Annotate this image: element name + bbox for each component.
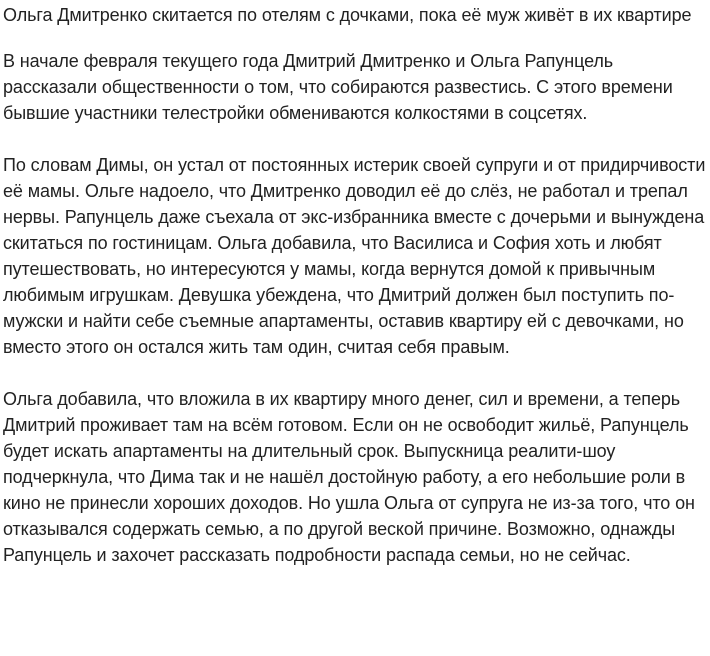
article-paragraph-3: Ольга добавила, что вложила в их квартиру много денег, сил и времени, а теперь Дмитрий проживает там на всём готовом. Если он не освободит жильё, Рапунцель будет искать апартаменты на длительный срок. Выпускница реалити-шоу подчеркнула, что Дима так и не нашёл достойную работу, а его небольшие роли в кино не принесли хороших доходов. Но ушла Ольга от супруга не из-за того, что он отказывался содержать семью, а по другой веской причине. Возможно, однажды Рапунцель и захочет рассказать подробности распада семьи, но не сейчас.	[3, 389, 695, 565]
article-paragraph-1: В начале февраля текущего года Дмитрий Дмитренко и Ольга Рапунцель рассказали общественности о том, что собираются развестись. С этого времени бывшие участники телестройки обмениваются колкостями в соцсетях.	[3, 51, 673, 123]
article-paragraph-2: По словам Димы, он устал от постоянных истерик своей супруги и от придирчивости её мамы. Ольге надоело, что Дмитренко доводил её до слёз, не работал и трепал нервы. Рапунцель даже съехала от экс-избранника вместе с дочерьми и вынуждена скитаться по гостиницам. Ольга добавила, что Василиса и София хоть и любят путешествовать, но интересуются у мамы, когда вернутся домой к привычным любимым игрушкам. Девушка убеждена, что Дмитрий должен был поступить по-мужски и найти себе съемные апартаменты, оставив квартиру ей с девочками, но вместо этого он остался жить там один, считая себя правым.	[3, 155, 706, 357]
article-title: Ольга Дмитренко скитается по отелям с дочками, пока её муж живёт в их квартире	[3, 5, 692, 25]
